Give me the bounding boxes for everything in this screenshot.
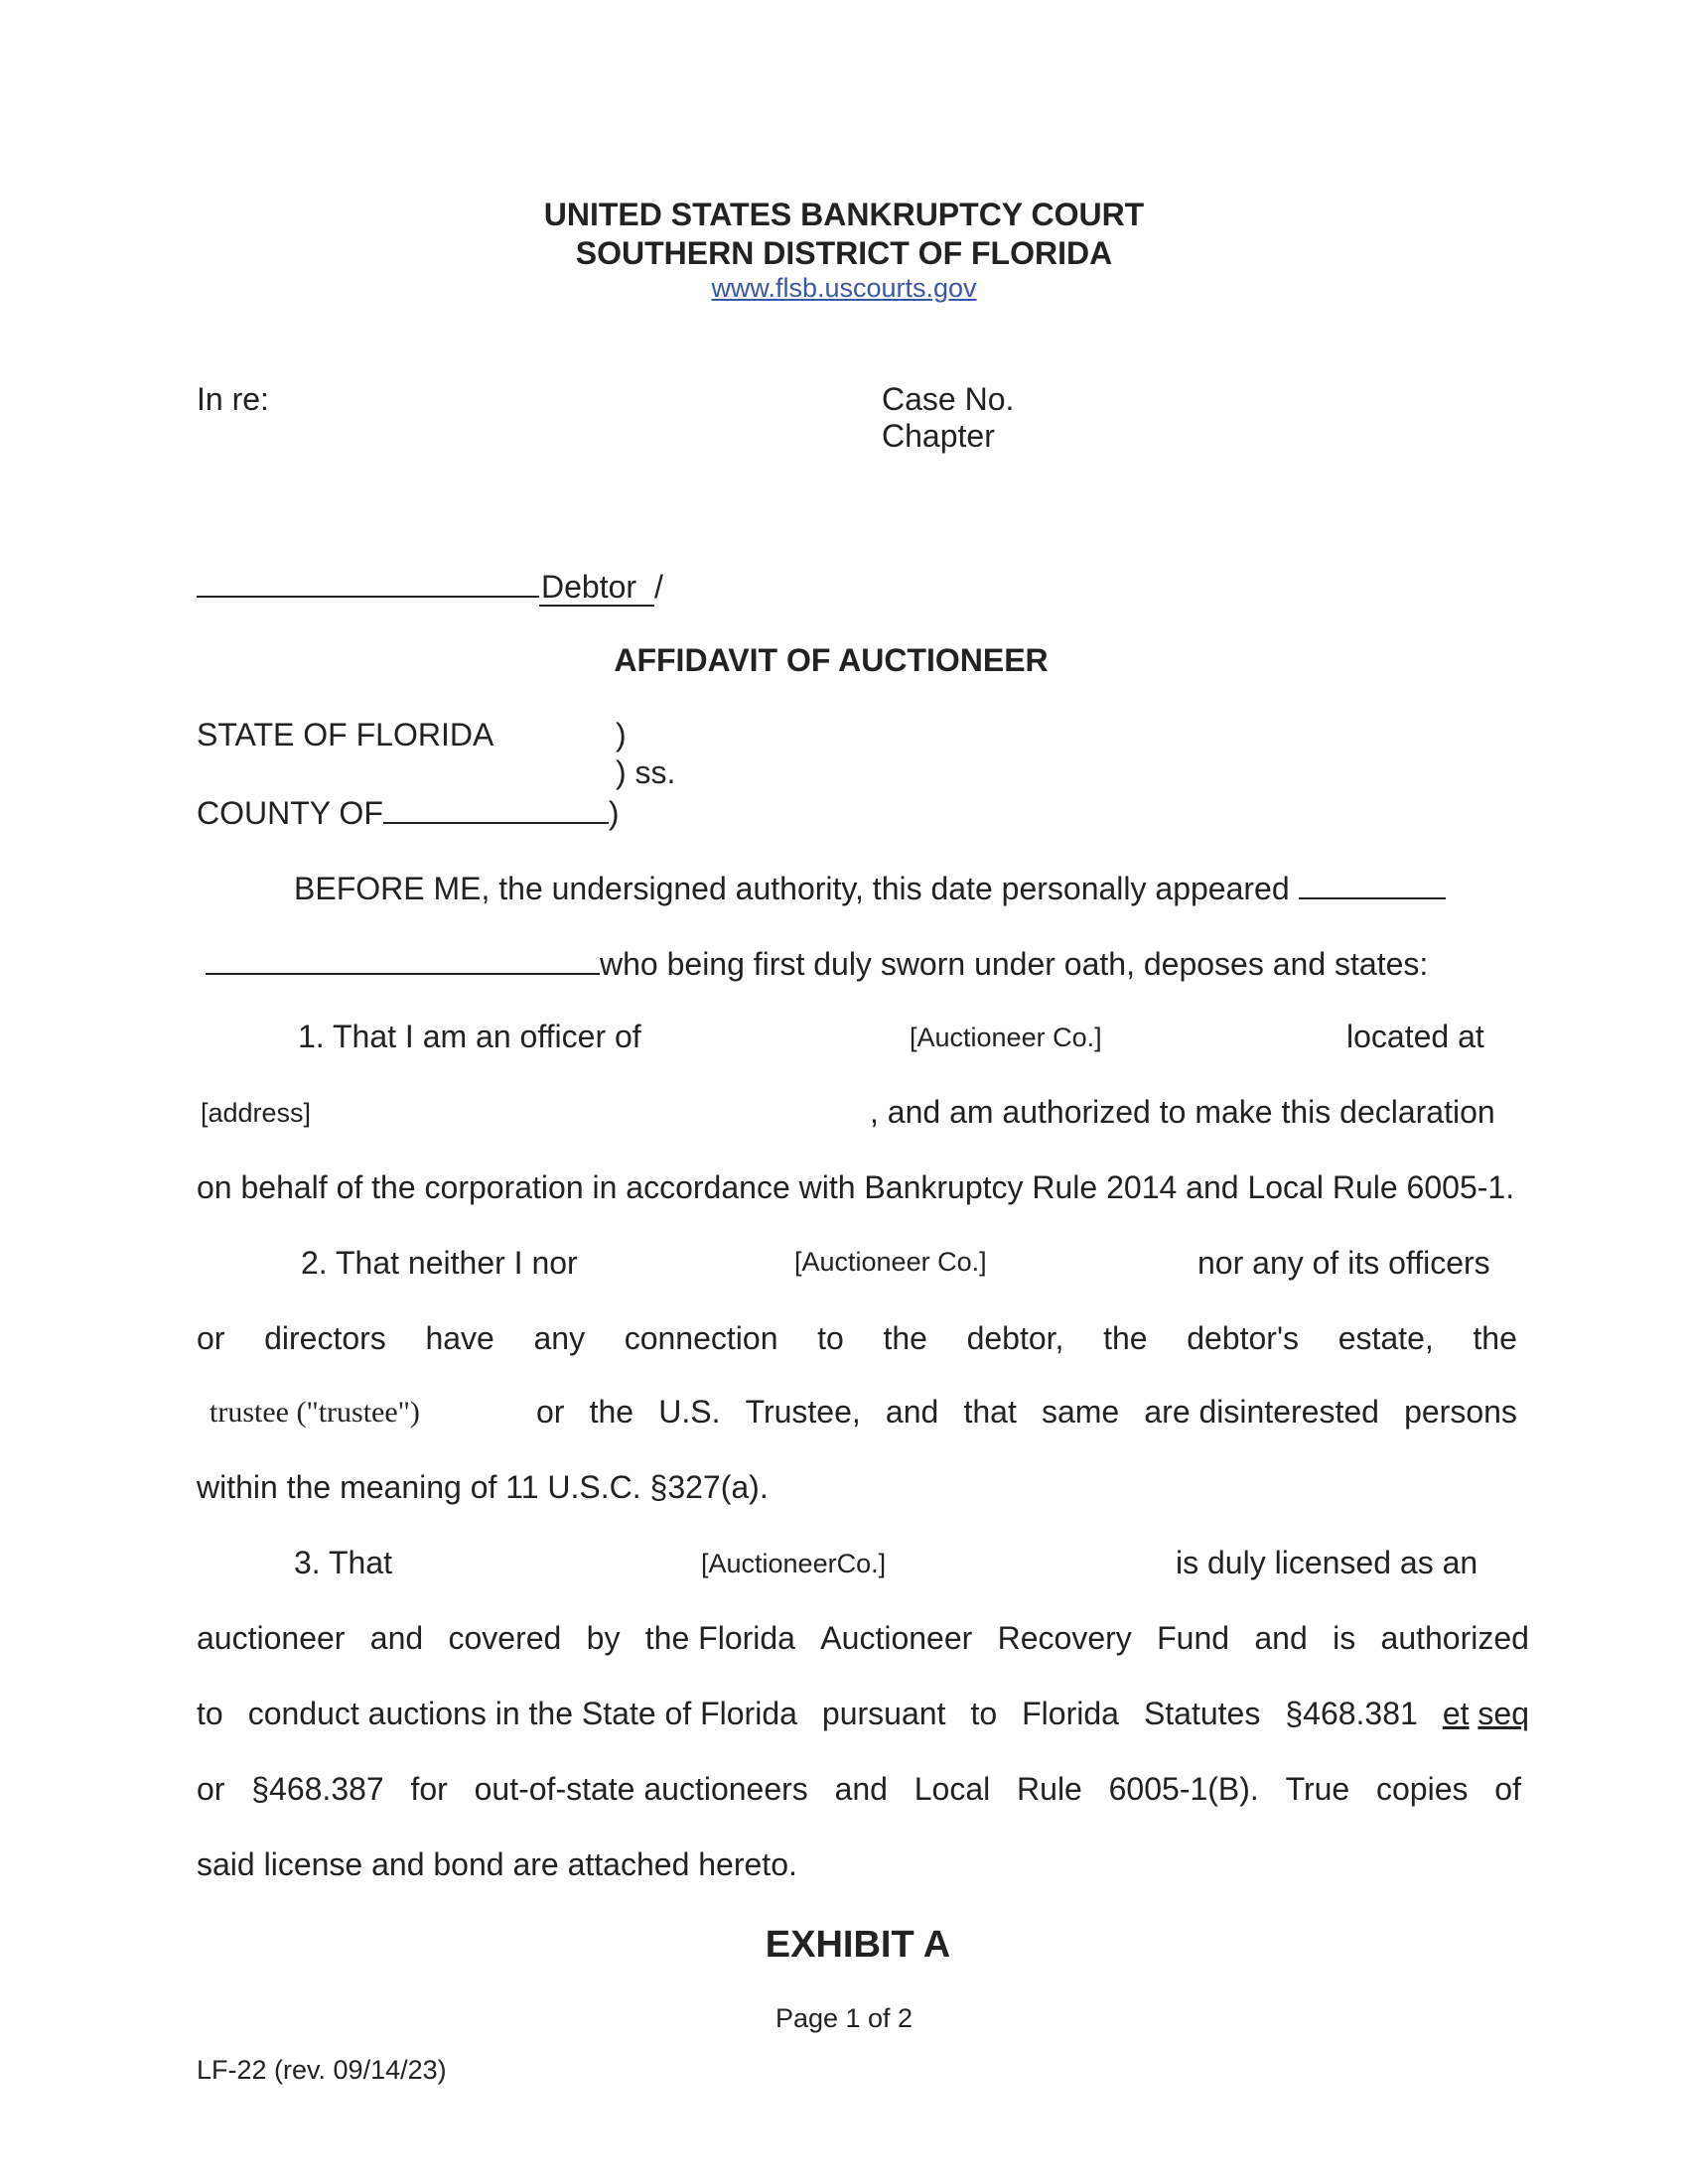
p3-l2-w5: Auctioneer <box>820 1620 973 1656</box>
p2-l3-w5: that <box>963 1394 1017 1430</box>
intro-text-2: who being first duly sworn under oath, deposes and states: <box>600 946 1429 982</box>
p3-line-3 <box>197 1696 1529 1732</box>
p2-l2-w9: debtor's <box>1187 1320 1300 1356</box>
venue-county-label: COUNTY OF <box>197 795 383 831</box>
p2-l2-w11: the <box>1473 1320 1517 1356</box>
venue-paren-3: ) <box>608 795 620 831</box>
caption-slash: / <box>654 569 663 605</box>
exhibit-label: EXHIBIT A <box>765 1924 951 1966</box>
p3-l3-w3: to <box>970 1696 998 1731</box>
court-website <box>0 273 1688 304</box>
intro-line-2 <box>206 943 1428 983</box>
p3-l2-w10: authorized <box>1380 1620 1529 1656</box>
intro-text-1: BEFORE ME, the undersigned authority, this date personally appeared <box>294 871 1290 906</box>
p1-lead: 1. That I am an officer of <box>298 1019 641 1054</box>
page-number: Page 1 of 2 <box>774 2003 914 2033</box>
p1-company-placeholder[interactable]: [Auctioneer Co.] <box>910 1023 1102 1052</box>
p2-l3-w7: are disinterested <box>1144 1394 1379 1430</box>
debtor-line <box>197 566 663 606</box>
p3-l3-w0: to <box>197 1696 223 1731</box>
court-website-link[interactable]: www.flsb.uscourts.gov <box>711 273 977 303</box>
p2-l2-w2: have <box>425 1320 494 1356</box>
p2-tail: nor any of its officers <box>1197 1245 1490 1281</box>
p3-l2-w7: Fund <box>1157 1620 1230 1656</box>
p3-seq: seq <box>1477 1696 1529 1731</box>
affiant-name-blank-1[interactable] <box>1299 868 1446 899</box>
p2-l2-w5: to <box>817 1320 844 1356</box>
p2-line-3 <box>536 1394 1517 1431</box>
p1-line-3: on behalf of the corporation in accordance with Bankruptcy Rule 2014 and Local Rule 6005-1. <box>197 1169 1515 1205</box>
p3-l4-w1: §468.387 <box>251 1771 384 1807</box>
p3-l4-w3: out-of-state auctioneers <box>474 1771 808 1807</box>
p2-l3-w1: the <box>589 1394 634 1430</box>
in-re-label: In re: <box>197 381 269 417</box>
p3-l3-w1: conduct auctions in the State of Florida <box>247 1696 797 1731</box>
venue-paren-1: ) <box>616 717 627 752</box>
p3-l3-w5: Statutes <box>1143 1696 1261 1731</box>
p3-l2-w9: is <box>1333 1620 1356 1656</box>
p3-l4-w8: True <box>1285 1771 1350 1807</box>
p3-tail: is duly licensed as an <box>1176 1545 1478 1580</box>
county-name-blank[interactable] <box>383 792 609 824</box>
p3-l4-w9: copies <box>1375 1771 1469 1807</box>
p2-line-4: within the meaning of 11 U.S.C. §327(a). <box>197 1469 769 1505</box>
p3-l4-w6: Rule <box>1017 1771 1082 1807</box>
document-title: AFFIDAVIT OF AUCTIONEER <box>614 642 1049 678</box>
p3-l4-w4: and <box>834 1771 888 1807</box>
p3-l4-w7: 6005-1(B). <box>1108 1771 1259 1807</box>
p2-lead: 2. That neither I nor <box>301 1245 578 1281</box>
p3-line-5: said license and bond are attached hereto. <box>197 1846 797 1882</box>
p3-l4-w2: for <box>410 1771 448 1807</box>
p1-address-placeholder[interactable]: [address] <box>201 1098 312 1128</box>
p2-l3-w6: same <box>1041 1394 1120 1430</box>
p3-et: et <box>1442 1696 1470 1731</box>
p2-l2-w7: debtor, <box>966 1320 1064 1356</box>
p3-l2-w4: the Florida <box>644 1620 795 1656</box>
debtor-label: Debtor <box>539 569 654 607</box>
p2-line-2 <box>197 1320 1517 1357</box>
p3-l4-w5: Local <box>914 1771 991 1807</box>
debtor-name-blank[interactable] <box>197 566 539 598</box>
p3-l2-w2: covered <box>448 1620 562 1656</box>
p3-l2-w6: Recovery <box>997 1620 1132 1656</box>
p2-l3-w0: or <box>536 1394 565 1430</box>
p2-l2-w4: connection <box>624 1320 778 1356</box>
venue-state: STATE OF FLORIDA <box>197 717 494 752</box>
form-revision: LF-22 (rev. 09/14/23) <box>197 2055 447 2085</box>
p3-company-placeholder[interactable]: [AuctioneerCo.] <box>701 1549 887 1578</box>
case-no-label: Case No. <box>882 381 1015 417</box>
p3-lead: 3. That <box>294 1545 393 1580</box>
p3-line-4 <box>197 1771 1521 1808</box>
p3-l2-w3: by <box>586 1620 621 1656</box>
venue-county-line <box>197 792 620 832</box>
court-name: UNITED STATES BANKRUPTCY COURT <box>543 197 1145 232</box>
p2-l2-w6: the <box>883 1320 927 1356</box>
p3-l4-w10: of <box>1494 1771 1521 1807</box>
p2-l3-w3: Trustee, <box>745 1394 861 1430</box>
p3-line-2 <box>197 1620 1529 1657</box>
p2-l2-w8: the <box>1103 1320 1148 1356</box>
p1-authorized: , and am authorized to make this declaration <box>870 1094 1495 1130</box>
venue-ss: ) ss. <box>616 754 676 790</box>
p2-l2-w10: estate, <box>1337 1320 1434 1356</box>
p2-l2-w0: or <box>197 1320 225 1356</box>
p2-l3-w8: persons <box>1404 1394 1517 1430</box>
p3-l2-w1: and <box>369 1620 424 1656</box>
p2-l2-w1: directors <box>264 1320 386 1356</box>
p2-l3-w4: and <box>885 1394 939 1430</box>
intro-line-1 <box>294 868 1446 907</box>
p3-l3-w2: pursuant <box>821 1696 946 1731</box>
p2-l2-w3: any <box>533 1320 586 1356</box>
p3-l3-w4: Florida <box>1022 1696 1119 1731</box>
p3-l2-w0: auctioneer <box>197 1620 346 1656</box>
district-name: SOUTHERN DISTRICT OF FLORIDA <box>575 235 1113 271</box>
p1-located-at: located at <box>1346 1019 1484 1054</box>
p3-l2-w8: and <box>1254 1620 1308 1656</box>
p2-trustee-placeholder[interactable]: trustee ("trustee") <box>210 1396 420 1429</box>
chapter-label: Chapter <box>882 418 995 454</box>
p3-l3-w6: §468.381 <box>1285 1696 1418 1731</box>
affiant-name-blank-2[interactable] <box>206 943 600 975</box>
p2-l3-w2: U.S. <box>658 1394 721 1430</box>
p3-l4-w0: or <box>197 1771 225 1807</box>
p2-company-placeholder[interactable]: [Auctioneer Co.] <box>794 1247 987 1277</box>
